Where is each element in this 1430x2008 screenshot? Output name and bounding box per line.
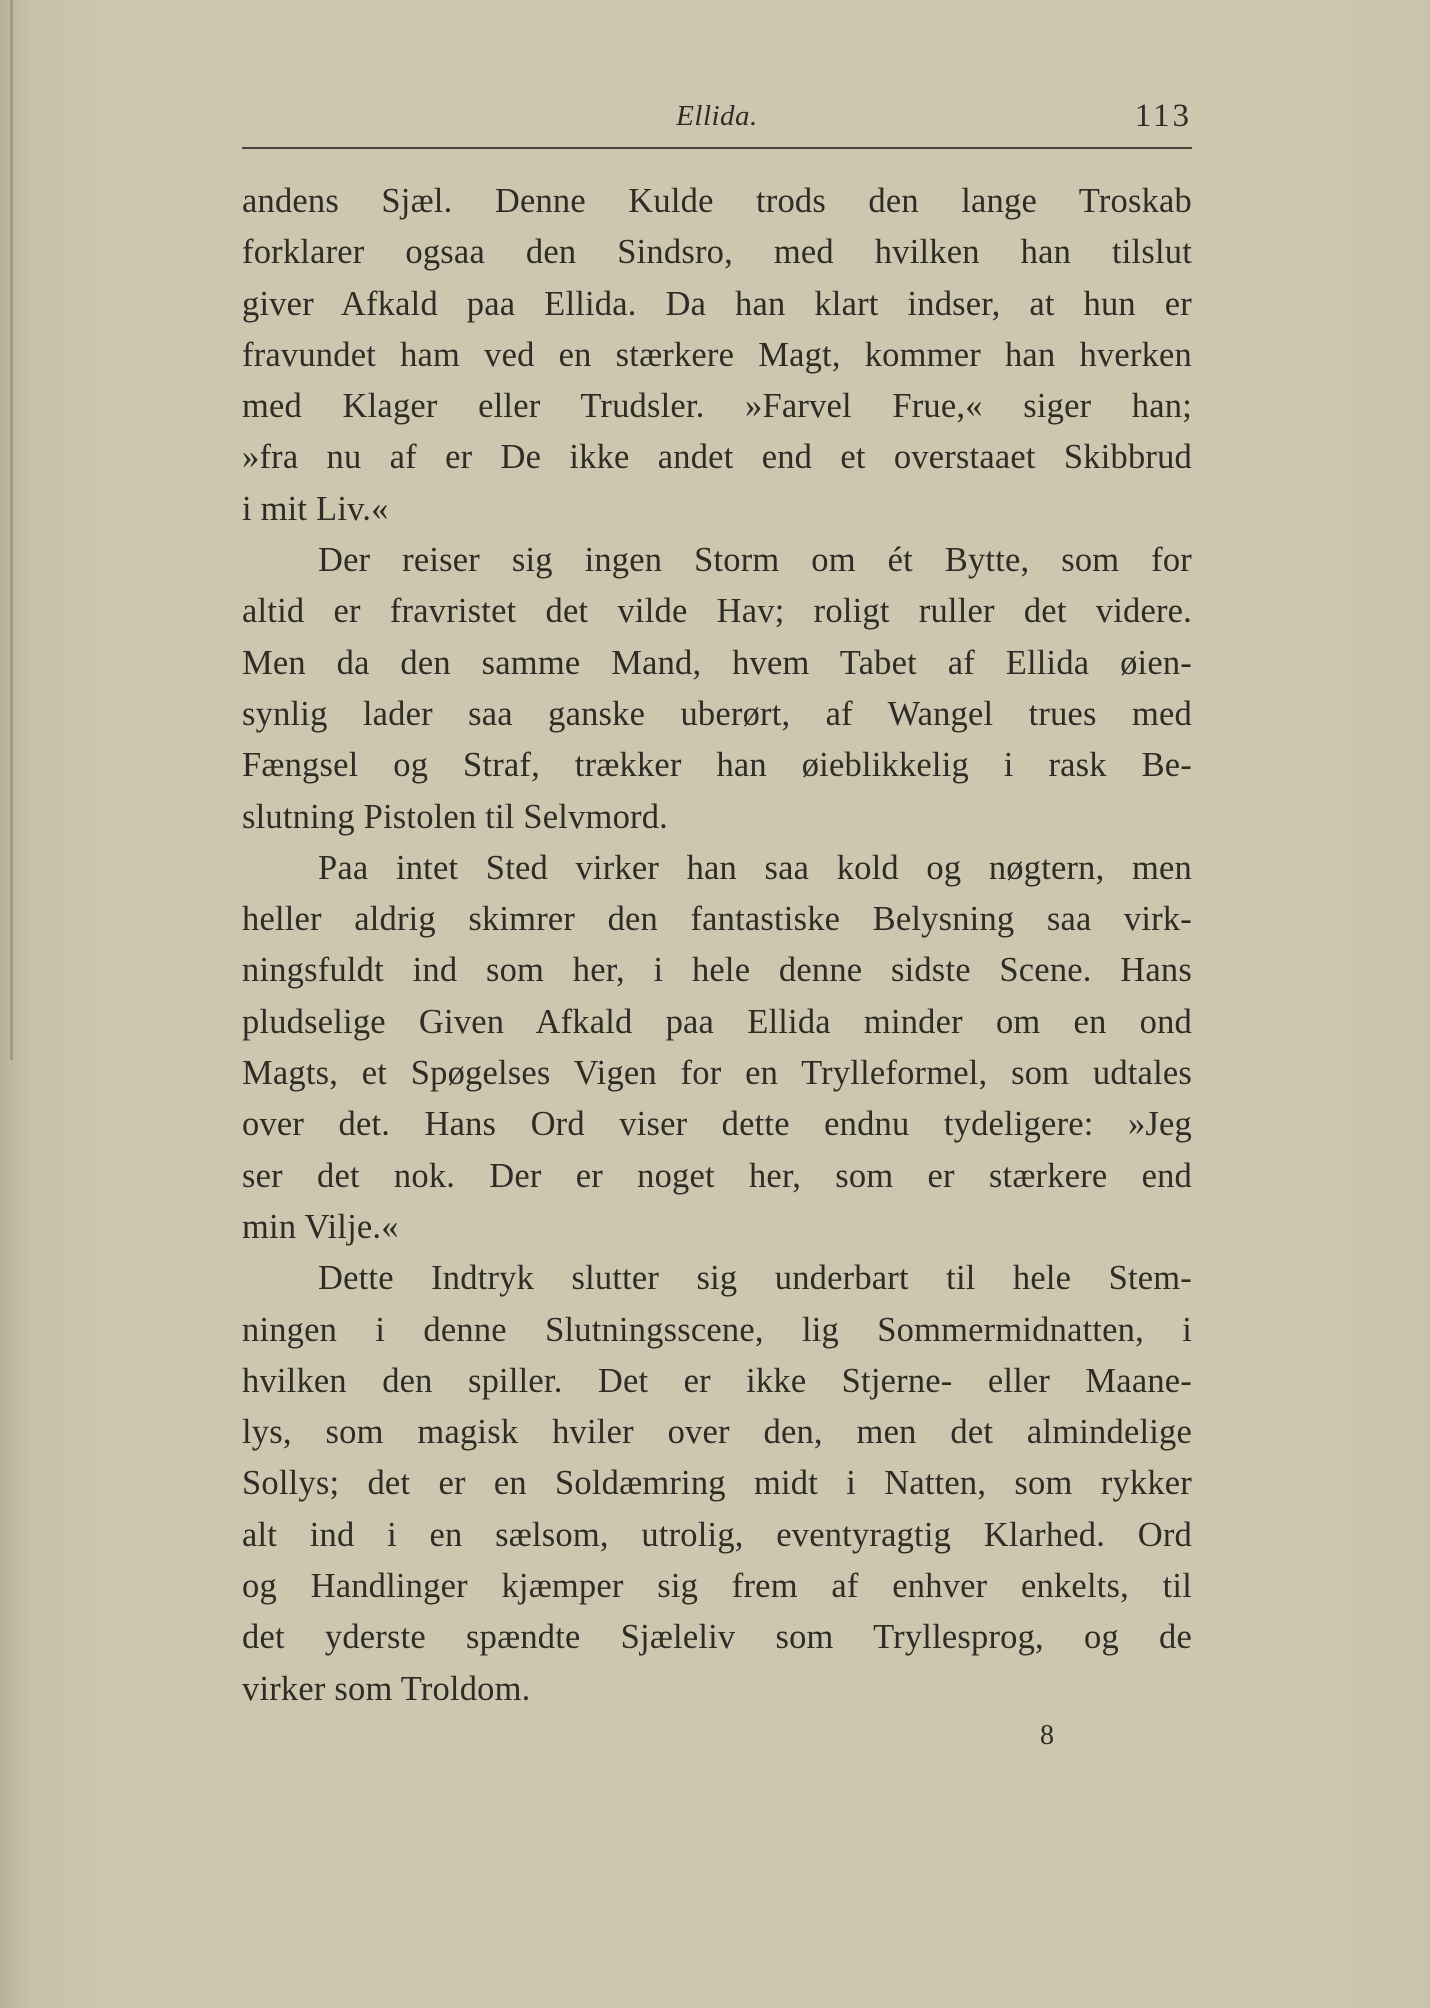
- running-title: Ellida.: [676, 100, 758, 132]
- text-line: altid er fravristet det vilde Hav; roligt ruller det videre.: [242, 592, 1192, 631]
- text-line: lys, som magisk hviler over den, men det almindelige: [242, 1413, 1192, 1452]
- text-line: i mit Liv.«: [242, 489, 389, 528]
- page-text: [242, 176, 1192, 1715]
- text-line: hvilken den spiller. Det er ikke Stjerne- eller Maane-: [242, 1361, 1192, 1400]
- text-line-paragraph-start: Paa intet Sted virker han saa kold og nøgtern, men: [318, 848, 1192, 887]
- text-line-paragraph-start: Dette Indtryk slutter sig underbart til hele Stem-: [318, 1259, 1192, 1298]
- text-line: med Klager eller Trudsler. »Farvel Frue,« siger han;: [242, 387, 1192, 426]
- text-line: ningsfuldt ind som her, i hele denne sidste Scene. Hans: [242, 951, 1192, 990]
- signature-mark: 8: [1040, 1720, 1054, 1751]
- text-line: Men da den samme Mand, hvem Tabet af Ellida øien-: [242, 643, 1192, 682]
- text-line: ser det nok. Der er noget her, som er stærkere end: [242, 1156, 1192, 1195]
- text-line: synlig lader saa ganske uberørt, af Wangel trues med: [242, 694, 1192, 733]
- text-line: giver Afkald paa Ellida. Da han klart indser, at hun er: [242, 284, 1192, 323]
- text-line: fravundet ham ved en stærkere Magt, kommer han hverken: [242, 335, 1192, 374]
- page-number: 113: [1134, 98, 1192, 134]
- text-line: Sollys; det er en Soldæmring midt i Natten, som rykker: [242, 1464, 1192, 1503]
- text-line: virker som Troldom.: [242, 1669, 531, 1708]
- text-line: slutning Pistolen til Selvmord.: [242, 797, 668, 836]
- text-line: over det. Hans Ord viser dette endnu tydeligere: »Jeg: [242, 1105, 1192, 1144]
- text-line-paragraph-start: Der reiser sig ingen Storm om ét Bytte, som for: [318, 541, 1192, 580]
- text-line: Magts, et Spøgelses Vigen for en Trylleformel, som udtales: [242, 1054, 1192, 1093]
- header-rule: [242, 147, 1192, 149]
- text-line: det yderste spændte Sjæleliv som Tryllesprog, og de: [242, 1618, 1192, 1657]
- text-line: alt ind i en sælsom, utrolig, eventyragtig Klarhed. Ord: [242, 1515, 1192, 1554]
- text-line: heller aldrig skimrer den fantastiske Belysning saa virk-: [242, 900, 1192, 939]
- text-line: min Vilje.«: [242, 1207, 399, 1246]
- text-line: andens Sjæl. Denne Kulde trods den lange Troskab: [242, 182, 1192, 220]
- text-line: ningen i denne Slutningsscene, lig Sommermidnatten, i: [242, 1310, 1192, 1349]
- text-line: »fra nu af er De ikke andet end et overstaaet Skibbrud: [242, 438, 1192, 477]
- text-line: pludselige Given Afkald paa Ellida minder om en ond: [242, 1002, 1192, 1041]
- text-line: og Handlinger kjæmper sig frem af enhver enkelts, til: [242, 1567, 1192, 1606]
- text-line: forklarer ogsaa den Sindsro, med hvilken han tilslut: [242, 233, 1192, 272]
- book-spine-edge: [10, 0, 13, 1060]
- text-line: Fængsel og Straf, trækker han øieblikkelig i rask Be-: [242, 746, 1192, 785]
- running-header: [242, 98, 1192, 144]
